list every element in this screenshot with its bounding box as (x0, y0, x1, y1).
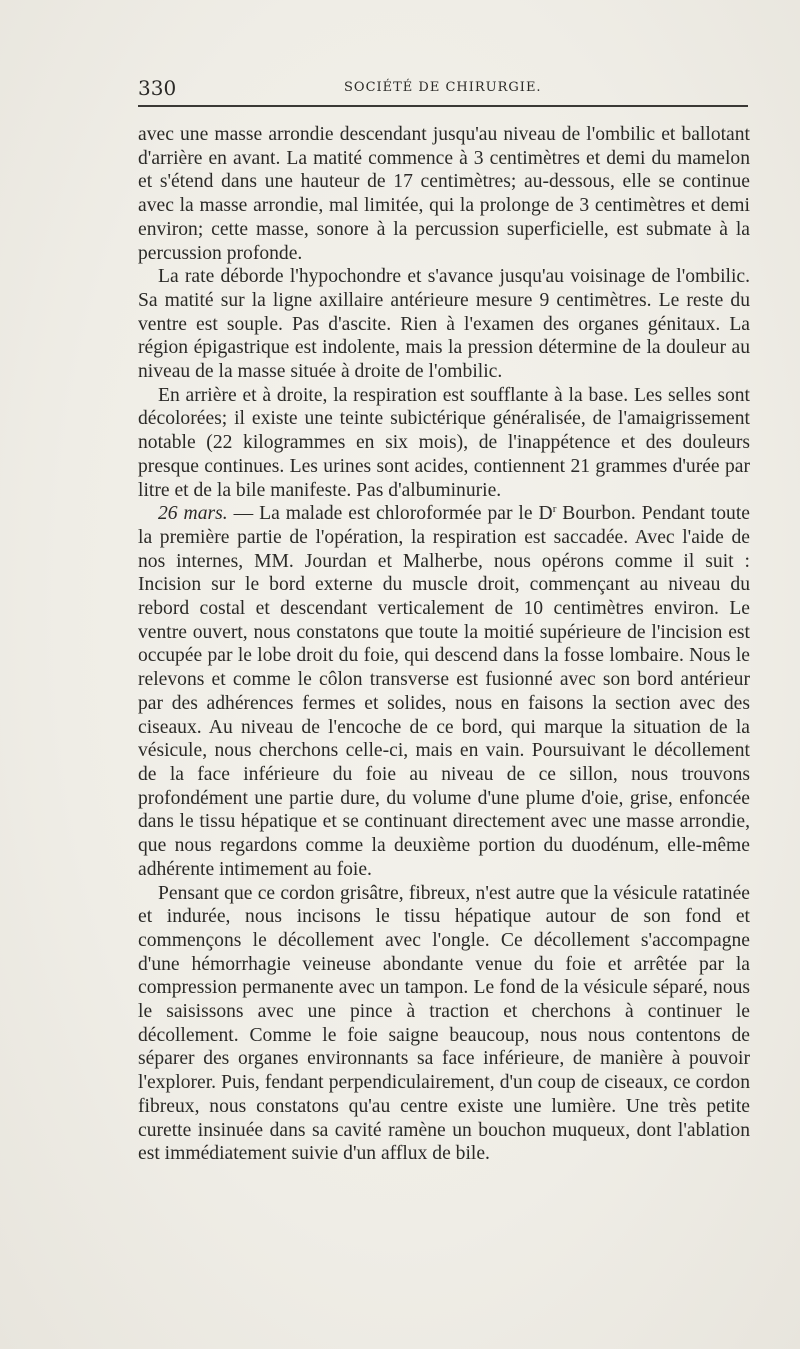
body-text (138, 123, 750, 1166)
page-header (138, 74, 748, 104)
page-number: 330 (138, 76, 177, 100)
operation-intro: — La malade est chloroformée par le D (227, 503, 553, 525)
header-rule (138, 105, 748, 107)
operation-text: Bourbon. Pendant toute la première partie de l'opération, la respiration est saccadée. Avec l'aide de nos internes, MM. Jourdan et Malherbe, nous opérons comme il suit : Incision sur le bord externe du muscle droit, commençant au niveau du rebord costal et descendant verticalement de 10 centimètres environ. Le ventre ouvert, nous constatons que toute la moitié supérieure de l'incision est occupée par le lobe droit du foie, qui descend dans la fosse lombaire. Nous le relevons et comme le côlon transverse est fusionné avec son bord antérieur par des adhérences fermes et solides, nous en faisons la section avec des ciseaux. Au niveau de l'encoche de ce bord, qui marque la situation de la vésicule, nous cherchons celle-ci, mais en vain. Poursuivant le décollement de la face inférieure du foie au niveau de ce sillon, nous trouvons profondément une partie dure, du volume d'une plume d'oie, grise, enfoncée dans le tissu hépatique et se continuant directement avec une masse arrondie, que nous regardons comme la deuxième portion du duodénum, elle-même adhérente intimement au foie. (138, 503, 750, 880)
operation-date: 26 mars. (158, 503, 228, 525)
paragraph-vesicule: Pensant que ce cordon grisâtre, fibreux, n'est autre que la vésicule ratatinée et indurée, nous incisons le tissu hépatique autour de son fond et commençons le décollement avec l'ongle. Ce décollement s'accompagne d'une hémorrhagie veineuse abondante venue du foie et arrêtée par la compression permanente avec un tampon. Le fond de la vésicule séparé, nous le saisissons avec une pince à traction et cherchons à continuer le décollement. Comme le foie saigne beaucoup, nous nous contentons de séparer des organes environnants sa face inférieure, de manière à pouvoir l'explorer. Puis, fendant perpendiculairement, d'un coup de ciseaux, ce cordon fibreux, nous constatons qu'au centre existe une lumière. Une très petite curette insinuée dans sa cavité ramène un bouchon muqueux, dont l'ablation est immédiatement suivie d'un afflux de bile. (138, 882, 750, 1165)
paragraph-continuation: avec une masse arrondie descendant jusqu'au niveau de l'ombilic et ballotant d'arrière en avant. La matité commence à 3 centimètres et demi du mamelon et s'étend dans une hauteur de 17 centimètres; au-dessous, elle se continue avec la masse arrondie, mal limitée, qui la prolonge de 3 centimètres et demi environ; cette masse, sonore à la percussion superficielle, est submate à la percussion profonde. (138, 124, 750, 264)
paragraph-respiration: En arrière et à droite, la respiration est soufflante à la base. Les selles sont décolorées; il existe une teinte subictérique généralisée, de l'amaigrissement notable (22 kilogrammes en six mois), de l'inappétence et des douleurs presque continues. Les urines sont acides, contiennent 21 grammes d'urée par litre et de la bile manifeste. Pas d'albuminurie. (138, 384, 750, 501)
running-title: SOCIÉTÉ DE CHIRURGIE. (344, 80, 542, 95)
paragraph-operation (138, 502, 750, 881)
paragraph-spleen: La rate déborde l'hypochondre et s'avance jusqu'au voisinage de l'ombilic. Sa matité sur la ligne axillaire antérieure mesure 9 centimètres. Le reste du ventre est souple. Pas d'ascite. Rien à l'examen des organes génitaux. La région épigastrique est indolente, mais la pression détermine de la douleur au niveau de la masse située à droite de l'ombilic. (138, 266, 750, 383)
doctor-abbrev-sup: r (552, 503, 557, 516)
